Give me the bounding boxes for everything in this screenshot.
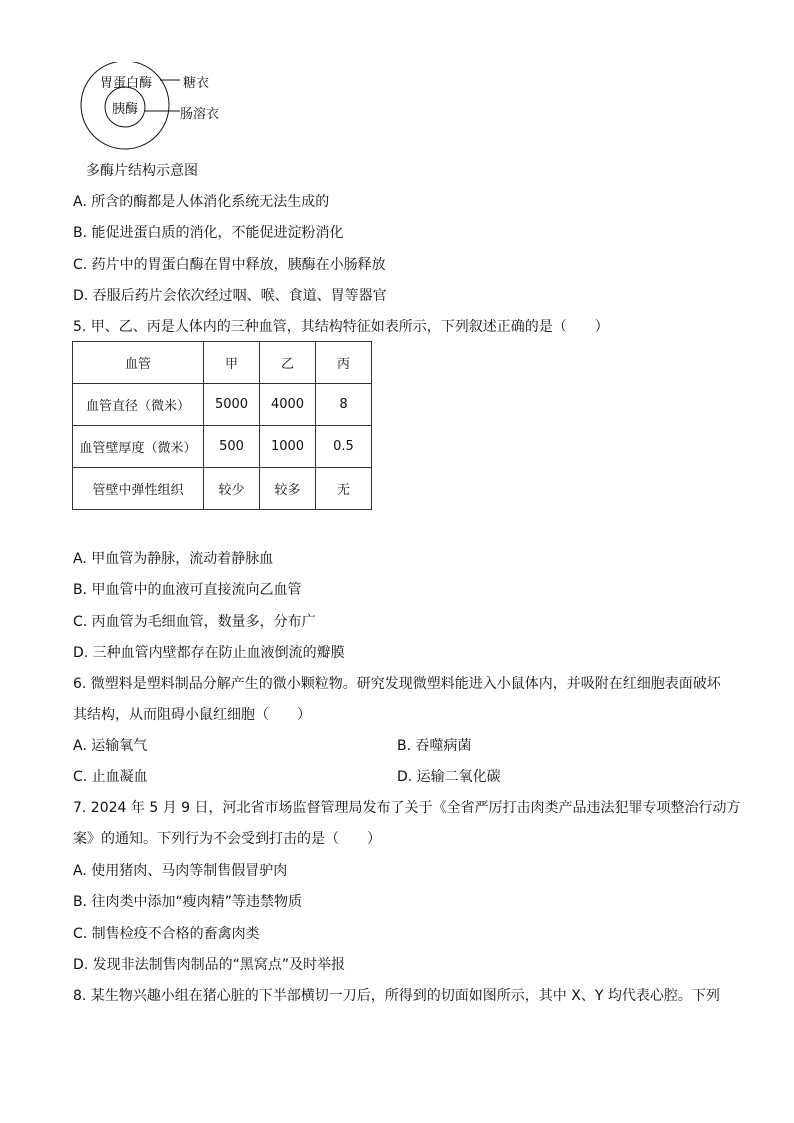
table-cell: 0.5: [316, 426, 372, 468]
table-header-cell: 血管: [73, 342, 204, 384]
q7-option-b: B. 往肉类中添加“瘦肉精”等违禁物质: [73, 894, 303, 910]
table-cell: 4000: [260, 384, 316, 426]
q4-option-b: B. 能促进蛋白质的消化，不能促进淀粉消化: [73, 225, 344, 241]
q7-stem-line2: 案》的通知。下列行为不会受到打击的是（ ）: [73, 831, 381, 847]
table-row: [73, 468, 372, 510]
q6-stem-line1: 6. 微塑料是塑料制品分解产生的微小颗粒物。研究发现微塑料能进入小鼠体内，并吸附在红细胞表面破坏: [73, 676, 721, 692]
q5-option-c: C. 丙血管为毛细血管，数量多，分布广: [73, 614, 316, 630]
table-cell: 5000: [204, 384, 260, 426]
q7-option-d: D. 发现非法制售肉制品的“黑窝点”及时举报: [73, 957, 346, 973]
pointer-label-inner: 肠溶衣: [180, 107, 220, 122]
q6-option-c: C. 止血凝血: [73, 769, 148, 785]
table-cell: 管壁中弹性组织: [73, 468, 204, 510]
q7-option-c: C. 制售检疫不合格的畜禽肉类: [73, 926, 260, 942]
q4-option-a: A. 所含的酶都是人体消化系统无法生成的: [73, 194, 330, 210]
diagram-caption: 多酶片结构示意图: [86, 163, 198, 179]
q6-option-b: B. 吞噬病菌: [397, 738, 472, 754]
table-cell: 较多: [260, 468, 316, 510]
table-header-cell: 甲: [204, 342, 260, 384]
table-cell: 8: [316, 384, 372, 426]
table-cell: 500: [204, 426, 260, 468]
inner-label: 胰酶: [112, 102, 139, 117]
q6-option-a: A. 运输氧气: [73, 738, 148, 754]
q7-option-a: A. 使用猪肉、马肉等制售假冒驴肉: [73, 863, 288, 879]
q8-stem-line1: 8. 某生物兴趣小组在猪心脏的下半部横切一刀后，所得到的切面如图所示，其中 X、Y 均代表心腔。下列: [73, 988, 720, 1004]
q5-option-b: B. 甲血管中的血液可直接流向乙血管: [73, 582, 302, 598]
table-row: [73, 426, 372, 468]
q5-option-d: D. 三种血管内壁都存在防止血液倒流的瓣膜: [73, 645, 345, 661]
blood-vessel-table: [72, 341, 372, 510]
table-header-cell: 丙: [316, 342, 372, 384]
table-cell: 1000: [260, 426, 316, 468]
q6-stem-line2: 其结构，从而阻碍小鼠红细胞（ ）: [73, 707, 311, 723]
tablet-diagram-svg: [60, 62, 260, 162]
table-row: [73, 384, 372, 426]
q6-option-d: D. 运输二氧化碳: [397, 769, 501, 785]
q7-stem-line1: 7. 2024 年 5 月 9 日，河北省市场监督管理局发布了关于《全省严厉打击肉类产品违法犯罪专项整治行动方: [73, 800, 741, 816]
outer-label: 胃蛋白酶: [100, 76, 153, 91]
table-cell: 较少: [204, 468, 260, 510]
table-header-cell: 乙: [260, 342, 316, 384]
q5-stem: 5. 甲、乙、丙是人体内的三种血管，其结构特征如表所示，下列叙述正确的是（ ）: [73, 319, 609, 335]
table-header-row: [73, 342, 372, 384]
table-cell: 血管直径（微米）: [73, 384, 204, 426]
q4-option-c: C. 药片中的胃蛋白酶在胃中释放，胰酶在小肠释放: [73, 257, 386, 273]
q4-option-d: D. 吞服后药片会依次经过咽、喉、食道、胃等器官: [73, 288, 387, 304]
pointer-label-outer: 糖衣: [183, 76, 210, 91]
table-cell: 血管壁厚度（微米）: [73, 426, 204, 468]
table-cell: 无: [316, 468, 372, 510]
q5-option-a: A. 甲血管为静脉，流动着静脉血: [73, 551, 274, 567]
